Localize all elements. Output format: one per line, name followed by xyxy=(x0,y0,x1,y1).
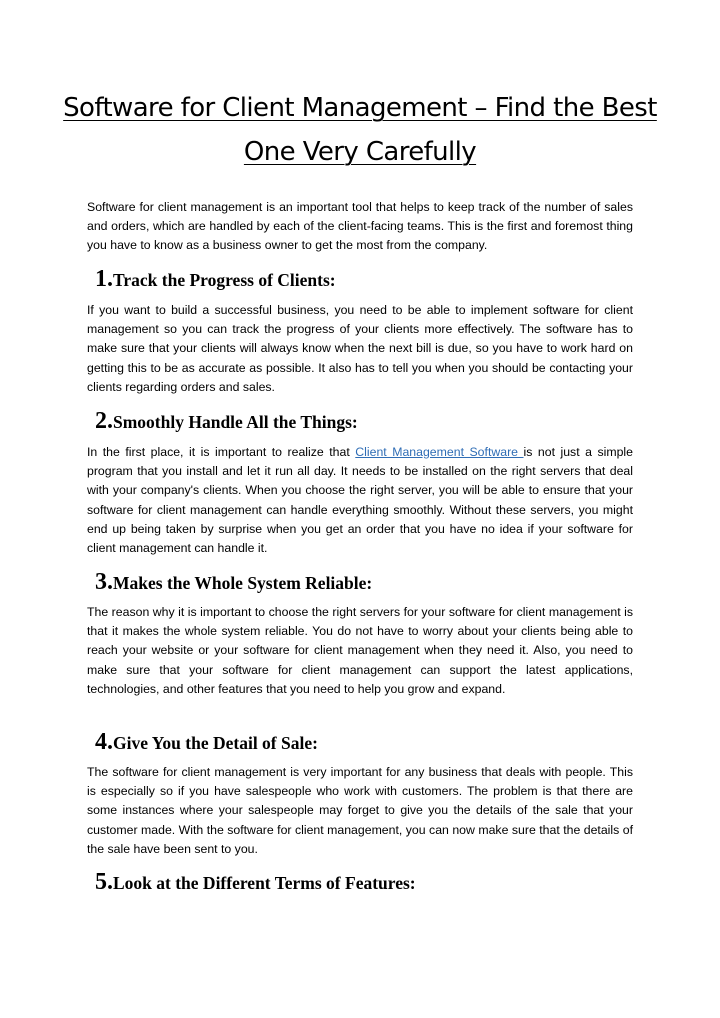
section-number: 1. xyxy=(95,266,113,292)
section-heading-2 xyxy=(95,408,358,435)
section-heading-5 xyxy=(95,869,416,896)
section-heading-text: Look at the Different Terms of Features: xyxy=(113,873,416,893)
client-management-software-link[interactable]: Client Management Software xyxy=(355,445,524,459)
document-title: Software for Client Management – Find the Best One Very Carefully xyxy=(63,93,657,167)
section-paragraph-1: If you want to build a successful business, you need to be able to implement software for client management so you can track the progress of your clients more effectively. The software has to make sure that your clients will always know when the next bill is due, so you have to work hard on getting this to be as accurate as possible. It also has to tell you when you should be contacting your clients regarding orders and sales. xyxy=(87,303,633,394)
section-heading-3 xyxy=(95,569,372,596)
section-number: 4. xyxy=(95,729,113,755)
intro-paragraph: Software for client management is an important tool that helps to keep track of the number of sales and orders, which are handled by each of the client-facing teams. This is the first and foremost thing you have to know as a business owner to get the most from the company. xyxy=(87,200,633,253)
section-number: 3. xyxy=(95,569,113,595)
section-paragraph-4: The software for client management is very important for any business that deals with people. This is especially so if you have salespeople who work with customers. The problem is that there are some instances where your salespeople may forget to give you the details of the sale that your customer made. With the software for client management, you can now make sure that the details of the sale have been sent to you. xyxy=(87,765,633,856)
section-paragraph-3: The reason why it is important to choose the right servers for your software for client management is that it makes the whole system reliable. You do not have to worry about your clients being able to reach your website or your software for client management when they need it. Also, you need to make sure that your software for client management can support the latest applications, technologies, and other features that you need to help you grow and expand. xyxy=(87,605,633,696)
section-number: 5. xyxy=(95,869,113,895)
section-paragraph-2 xyxy=(87,443,633,558)
section-heading-text: Give You the Detail of Sale: xyxy=(113,733,318,753)
section-heading-text: Makes the Whole System Reliable: xyxy=(113,573,373,593)
section-number: 2. xyxy=(95,408,113,434)
paragraph-text: is not just a simple program that you install and let it run all day. It needs to be installed on the right servers that deal with your company's clients. When you choose the right server, you will be able to ensure that your software for client management can handle everything smoothly. Without these servers, you might end up being taken by surprise when you get an order that you have no idea if your software for client management can handle it. xyxy=(87,445,633,556)
section-heading-text: Track the Progress of Clients: xyxy=(113,270,336,290)
section-heading-1 xyxy=(95,266,336,293)
section-heading-text: Smoothly Handle All the Things: xyxy=(113,412,358,432)
paragraph-text: In the first place, it is important to realize that xyxy=(87,445,356,459)
section-heading-4 xyxy=(95,729,318,756)
